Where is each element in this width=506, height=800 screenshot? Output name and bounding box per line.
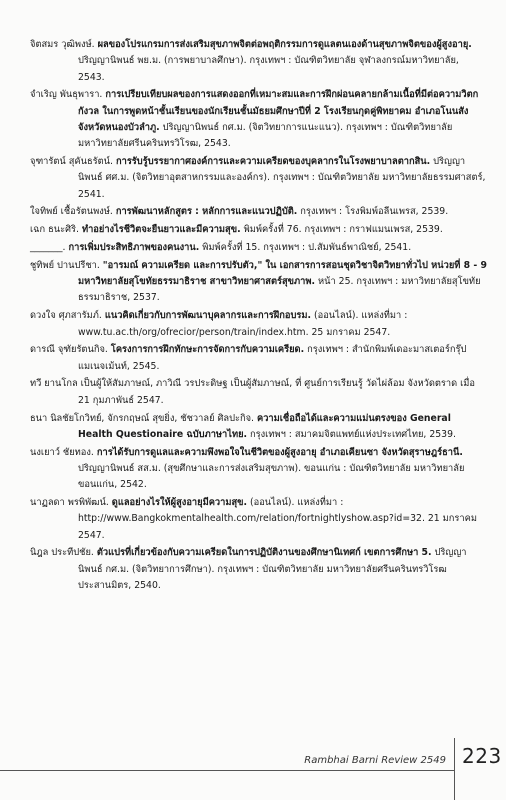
reference-entry <box>30 545 488 594</box>
ref-author: นิฎล ประทีปชัย. <box>30 547 94 559</box>
ref-title: ตัวแปรที่เกี่ยวข้องกับความเครียดในการปฏิบัติงานของศึกษานิเทศก์ เขตการศึกษา 5. <box>96 547 432 559</box>
ref-title: การได้รับการดูแลและความพึงพอใจในชีวิตของผู้สูงอายุ อำเภอเคียนซา จังหวัดสุราษฎร์ธานี. <box>96 446 463 458</box>
reference-entry <box>30 342 488 375</box>
ref-author: ดวงใจ ศุภสารัมภ์. <box>30 310 102 322</box>
reference-entry <box>30 411 488 444</box>
ref-author: ทวี ยานโกล <box>30 378 78 390</box>
ref-author: เฉก ธนะศิริ. <box>30 224 79 236</box>
ref-author: จุฑารัตน์ สุคันธรัตน์. <box>30 156 113 168</box>
ref-publication: (ออนไลน์). แหล่งที่มา : www.tu.ac.th/org/ofrecior/person/train/index.htm. 25 มกราคม 2547. <box>78 310 408 338</box>
ref-author: _______. <box>30 242 66 254</box>
reference-entry <box>30 240 488 256</box>
reference-list <box>30 37 488 596</box>
reference-entry <box>30 308 488 341</box>
ref-author: นาฏลดา พรพิพัฒน์. <box>30 497 109 509</box>
reference-entry <box>30 222 488 238</box>
ref-publication: ปริญญานิพนธ์ พย.ม. (การพยาบาลศึกษา). กรุงเทพฯ : บัณฑิตวิทยาลัย จุฬาลงกรณ์มหาวิทยาลัย, 2543. <box>78 55 459 83</box>
ref-title: ผลของโปรแกรมการส่งเสริมสุขภาพจิตต่อพฤติกรรมการดูแลตนเองด้านสุขภาพจิตของผู้สูงอายุ. <box>97 39 472 50</box>
ref-publication: ปริญญานิพนธ์ กศ.ม. (จิตวิทยาการแนะแนว). กรุงเทพฯ : บัณฑิตวิทยาลัย มหาวิทยาลัยศรีนครินทรวิโรฒ, 2543. <box>78 121 453 150</box>
reference-entry <box>30 258 488 307</box>
ref-title: การรับรู้บรรยากาศองค์การและความเครียดของบุคลากรในโรงพยาบาลตากสิน. <box>115 156 431 168</box>
ref-title: การเปรียบเทียบผลของการแสดงออกที่เหมาะสมและการฝึกผ่อนคลายกล้ามเนื้อที่มีต่อความวิตกกังวล ในการพูดหน้าชั้นเรียนของนักเรียนชั้นมัธยมศึกษาปีที่ 2 โรงเรียนกุดคู่พิทยาคม อำเภอโนนสัง จังหวัดหนองบัวลำภู. <box>78 89 479 133</box>
reference-entry <box>30 87 488 152</box>
ref-publication: ปริญญานิพนธ์ สส.ม. (สุขศึกษาและการส่งเสริมสุขภาพ). ขอนแก่น : บัณฑิตวิทยาลัย มหาวิทยาลัยขอนแก่น, 2542. <box>78 462 465 491</box>
reference-entry <box>30 376 488 409</box>
ref-publication: พิมพ์ครั้งที่ 76. กรุงเทพฯ : กราฟแมนเพรส, 2539. <box>243 224 443 236</box>
reference-entry <box>30 204 488 220</box>
ref-publication: หน้า 25. กรุงเทพฯ : มหาวิทยาลัยสุโขทัยธรรมาธิราช, 2537. <box>78 276 481 304</box>
ref-author: ดารณี จุฑัยรัตนกิจ. <box>30 344 108 356</box>
ref-publication: กรุงเทพฯ : โรงพิมพ์อลีนเพรส, 2539. <box>300 206 449 218</box>
reference-entry <box>30 37 488 86</box>
ref-author: นงเยาว์ ชัยทอง. <box>30 446 94 458</box>
ref-author: ชูทิพย์ ปานปรีชา. <box>30 259 100 271</box>
ref-author: จิตสมร วุฒิพงษ์. <box>30 39 95 50</box>
ref-title: การเพิ่มประสิทธิภาพของคนงาน. <box>68 242 200 254</box>
ref-publication: กรุงเทพฯ : สมาคมจิตแพทย์แห่งประเทศไทย, 2539. <box>250 428 456 440</box>
ref-title: ความเชื่อถือได้และความแม่นตรงของ General Health Questionaire ฉบับภาษาไทย. <box>78 412 451 440</box>
reference-entry <box>30 445 488 494</box>
ref-publication: ปริญญานิพนธ์ กศ.ม. (จิตวิทยาการศึกษา). กรุงเทพฯ : บัณฑิตวิทยาลัย มหาวิทยาลัยศรีนครินทรวิโรฒ ประสานมิตร, 2540. <box>78 547 467 591</box>
ref-publication: (ออนไลน์). แหล่งที่มา : http://www.Bangkokmentalhealth.com/relation/fortnightlyshow.asp?id=32. 21 มกราคม 2547. <box>78 497 477 541</box>
ref-publication: เป็นผู้ให้สัมภาษณ์, ภาวิณี วรประดิษฐ เป็นผู้สัมภาษณ์, ที่ ศูนย์การเรียนรู้ วัดไผ่ล้อม จังหวัดตราด เมื่อ 21 กุมภาพันธ์ 2547. <box>78 378 475 406</box>
reference-entry <box>30 495 488 544</box>
journal-name: Rambhai Barni Review 2549 <box>304 755 446 766</box>
page-number: 223 <box>462 744 502 768</box>
ref-publication: ปริญญานิพนธ์ ศศ.ม. (จิตวิทยาอุตสาหกรรมและองค์กร). กรุงเทพฯ : บัณฑิตวิทยาลัย มหาวิทยาลัยธรรมศาสตร์, 2541. <box>78 156 486 200</box>
ref-author: ธนา นิลชัยโกวิทย์, จักรกฤษณ์ สุขยิ่ง, ชัชวาลย์ ศิลปะกิจ. <box>30 412 254 424</box>
footer-rule <box>0 770 454 771</box>
ref-author: ใจทิพย์ เชื้อรัตนพงษ์. <box>30 206 113 218</box>
ref-publication: กรุงเทพฯ : สำนักพิมพ์เดอะมาสเตอร์กรุ๊ป แมเนจเม้นท์, 2545. <box>78 344 467 372</box>
ref-title: แนวคิดเกี่ยวกับการพัฒนาบุคลากรและการฝึกอบรม. <box>104 310 312 322</box>
footer-divider <box>454 738 455 800</box>
ref-title: ดูแลอย่างไรให้ผู้สูงอายุมีความสุข. <box>111 497 248 509</box>
ref-title: โครงการการฝึกทักษะการจัดการกับความเครียด. <box>110 344 305 356</box>
ref-title: "อารมณ์ ความเครียด และการปรับตัว," ใน เอกสารการสอนชุดวิชาจิตวิทยาทั่วไป หน่วยที่ 8 - 9 มหาวิทยาลัยสุโขทัยธรรมาธิราช สาขาวิทยาศาสตร์สุขภาพ. <box>78 259 487 288</box>
reference-entry <box>30 154 488 203</box>
ref-publication: พิมพ์ครั้งที่ 15. กรุงเทพฯ : ป.สัมพันธ์พาณิชย์, 2541. <box>202 242 412 254</box>
ref-title: ทำอย่างไรชีวิตจะยืนยาวและมีความสุข. <box>81 224 241 236</box>
ref-author: จำเริญ พันธุพารา. <box>30 89 103 101</box>
ref-title: การพัฒนาหลักสูตร : หลักการและแนวปฏิบัติ. <box>115 206 298 218</box>
